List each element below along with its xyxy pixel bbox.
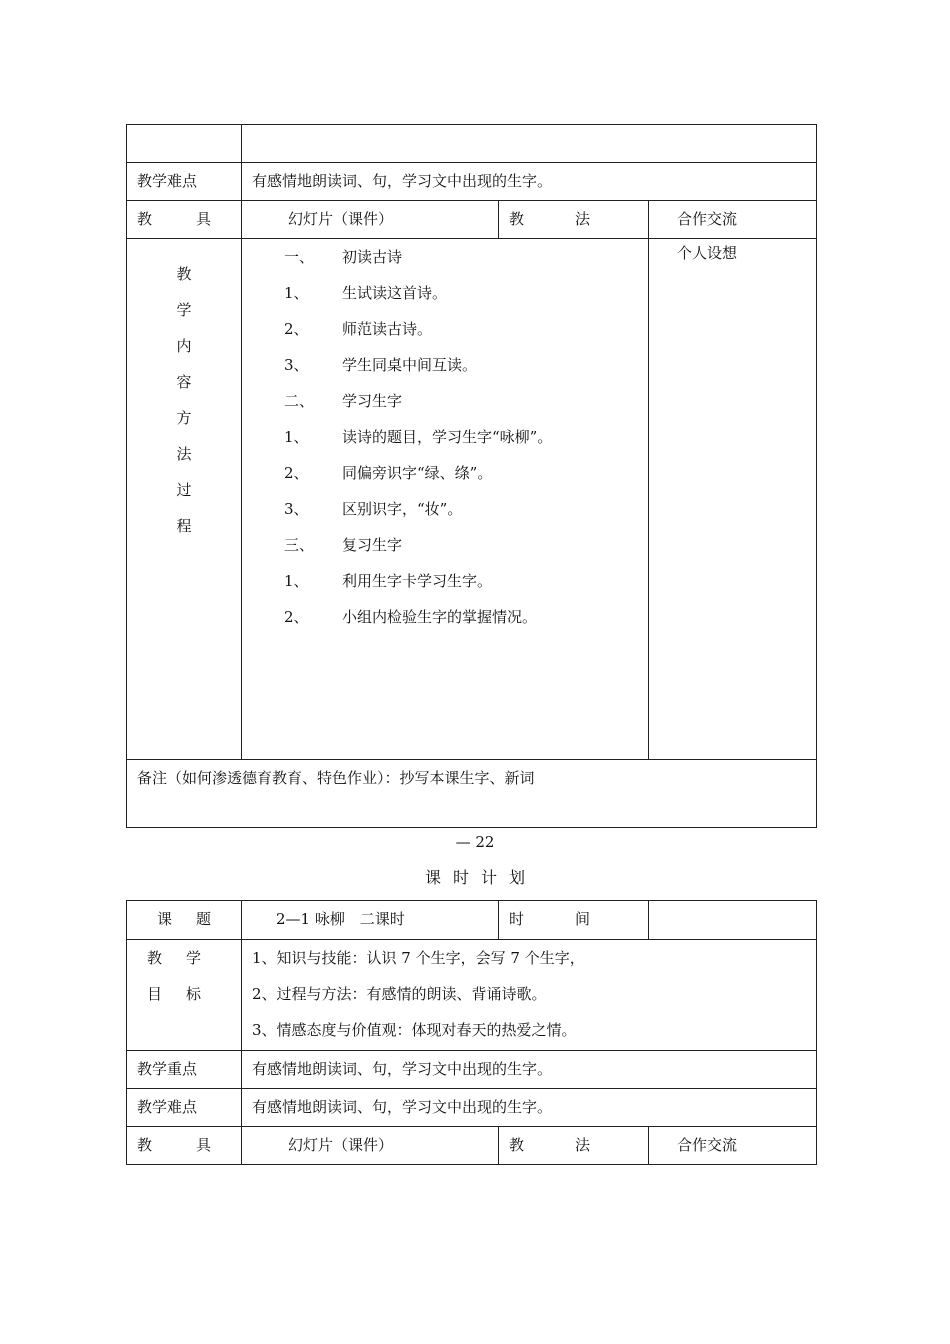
process-item-number: 2、: [284, 608, 309, 626]
method-label: [499, 1127, 648, 1155]
time-label-char: 时: [509, 910, 525, 928]
time-label: [499, 901, 648, 929]
process-item-number: 2、: [284, 320, 309, 338]
process-item-number: 三、: [284, 536, 315, 554]
process-item: [284, 599, 648, 635]
tools-value-cell: [242, 201, 499, 239]
difficulty-label-cell: [127, 1089, 242, 1127]
goals-label-char: 目: [147, 985, 163, 1003]
time-label-cell: [499, 901, 649, 940]
tools-label-cell: [127, 1127, 242, 1165]
process-item: [284, 311, 648, 347]
method-label-char: 教: [509, 210, 525, 228]
process-item: [284, 275, 648, 311]
method-label-cell: [499, 201, 649, 239]
process-item: [284, 491, 648, 527]
process-label-char: 容: [176, 373, 192, 391]
plan-title: 课时计划: [424, 868, 537, 887]
tools-label-char: 具: [195, 1136, 211, 1154]
process-item: [284, 347, 648, 383]
method-value-cell: [649, 201, 817, 239]
difficulty-row: [127, 1089, 817, 1127]
goal-item: 1、知识与技能：认识 7 个生字，会写 7 个生字，: [252, 949, 585, 967]
tools-value: 幻灯片（课件）: [288, 210, 394, 228]
method-label-char: 法: [574, 1136, 590, 1154]
process-content-cell: [242, 239, 649, 760]
process-item: [284, 563, 648, 599]
process-item-text: 学生同桌中间互读。: [342, 356, 478, 374]
tools-label: [127, 1127, 241, 1155]
topic-label-char: 题: [195, 910, 211, 928]
process-item: [284, 383, 648, 419]
process-item: [284, 239, 648, 275]
goals-label-char: 教: [147, 949, 163, 967]
process-item-text: 学习生字: [342, 392, 403, 410]
process-item-number: 1、: [284, 428, 309, 446]
blank-value-cell: [242, 125, 817, 163]
lesson-table-bottom: [126, 900, 817, 1165]
time-label-char: 间: [574, 910, 590, 928]
time-value-cell: [649, 901, 817, 940]
process-list: [242, 239, 648, 635]
blank-row: [127, 125, 817, 163]
key-point-value-cell: [242, 1051, 817, 1089]
method-label-cell: [499, 1127, 649, 1165]
tools-label-char: 教: [137, 210, 153, 228]
notes-cell: [127, 760, 817, 828]
process-label: [127, 239, 241, 544]
key-point-row: [127, 1051, 817, 1089]
process-label-char: 过: [176, 481, 192, 499]
process-item-number: 1、: [284, 284, 309, 302]
topic-label-char: 课: [157, 910, 173, 928]
goals-label-line: [127, 976, 241, 1012]
method-label-char: 教: [509, 1136, 525, 1154]
tools-label: [127, 201, 241, 229]
personal-idea-label: 个人设想: [677, 244, 738, 262]
notes-row: [127, 760, 817, 828]
topic-label: [127, 901, 241, 929]
process-label-char: 教: [176, 265, 192, 283]
topic-value: 2—1 咏柳 二课时: [276, 910, 405, 928]
process-label-char: 法: [176, 445, 192, 463]
tools-label-char: 具: [195, 210, 211, 228]
personal-idea-cell: [649, 239, 817, 760]
difficulty-value-cell: [242, 163, 817, 201]
process-item-text: 生试读这首诗。: [342, 284, 448, 302]
process-item-number: 1、: [284, 572, 309, 590]
difficulty-text: 有感情地朗读词、句，学习文中出现的生字。: [252, 172, 553, 190]
difficulty-text: 有感情地朗读词、句，学习文中出现的生字。: [252, 1098, 553, 1116]
tools-value-cell: [242, 1127, 499, 1165]
page-number: — 22: [455, 833, 495, 851]
process-item: [284, 527, 648, 563]
process-item-text: 师范读古诗。: [342, 320, 433, 338]
goals-row: [127, 940, 817, 1051]
goal-item: 3、情感态度与价值观：体现对春天的热爱之情。: [252, 1021, 577, 1039]
goals-label-cell: [127, 940, 242, 1051]
process-item-text: 同偏旁识字“绿、绦”。: [342, 464, 493, 482]
difficulty-value-cell: [242, 1089, 817, 1127]
process-item-text: 利用生字卡学习生字。: [342, 572, 493, 590]
process-item-number: 3、: [284, 500, 309, 518]
time-value: [649, 901, 816, 909]
process-label-char: 内: [176, 337, 192, 355]
notes-text: 备注（如何渗透德育教育、特色作业）：抄写本课生字、新词: [137, 769, 535, 787]
process-item-text: 小组内检验生字的掌握情况。: [342, 608, 538, 626]
process-label-cell: [127, 239, 242, 760]
method-label: [499, 201, 648, 229]
tools-label-char: 教: [137, 1136, 153, 1154]
tools-label-cell: [127, 201, 242, 239]
process-item-text: 复习生字: [342, 536, 403, 554]
goals-label-line: [127, 940, 241, 976]
process-item-number: 一、: [284, 248, 315, 266]
difficulty-row: [127, 163, 817, 201]
blank-label-cell: [127, 125, 242, 163]
process-item-text: 区别识字，“妆”。: [342, 500, 463, 518]
lesson-table-top: [126, 124, 817, 828]
difficulty-label: 教学难点: [137, 172, 198, 190]
goal-item: 2、过程与方法：有感情的朗读、背诵诗歌。: [252, 985, 547, 1003]
tools-row: [127, 1127, 817, 1165]
process-item: [284, 419, 648, 455]
tools-value: 幻灯片（课件）: [288, 1136, 394, 1154]
method-value: 合作交流: [677, 1136, 738, 1154]
goals-label-char: 学: [185, 949, 201, 967]
process-label-char: 程: [176, 517, 192, 535]
process-item-text: 初读古诗: [342, 248, 403, 266]
process-item-number: 2、: [284, 464, 309, 482]
process-item-number: 3、: [284, 356, 309, 374]
method-value: 合作交流: [677, 210, 738, 228]
goals-content-cell: [242, 940, 817, 1051]
process-label-char: 方: [176, 409, 192, 427]
topic-label-cell: [127, 901, 242, 940]
method-label-char: 法: [574, 210, 590, 228]
key-point-label-cell: [127, 1051, 242, 1089]
goals-label-char: 标: [185, 985, 201, 1003]
process-item: [284, 455, 648, 491]
key-point-label: 教学重点: [137, 1060, 198, 1078]
method-value-cell: [649, 1127, 817, 1165]
process-item-number: 二、: [284, 392, 315, 410]
key-point-text: 有感情地朗读词、句，学习文中出现的生字。: [252, 1060, 553, 1078]
topic-row: [127, 901, 817, 940]
process-item-text: 读诗的题目，学习生字“咏柳”。: [342, 428, 553, 446]
difficulty-label-cell: [127, 163, 242, 201]
process-label-char: 学: [176, 301, 192, 319]
process-row: [127, 239, 817, 760]
tools-row: [127, 201, 817, 239]
difficulty-label: 教学难点: [137, 1098, 198, 1116]
topic-value-cell: [242, 901, 499, 940]
goals-label: [127, 940, 241, 1012]
